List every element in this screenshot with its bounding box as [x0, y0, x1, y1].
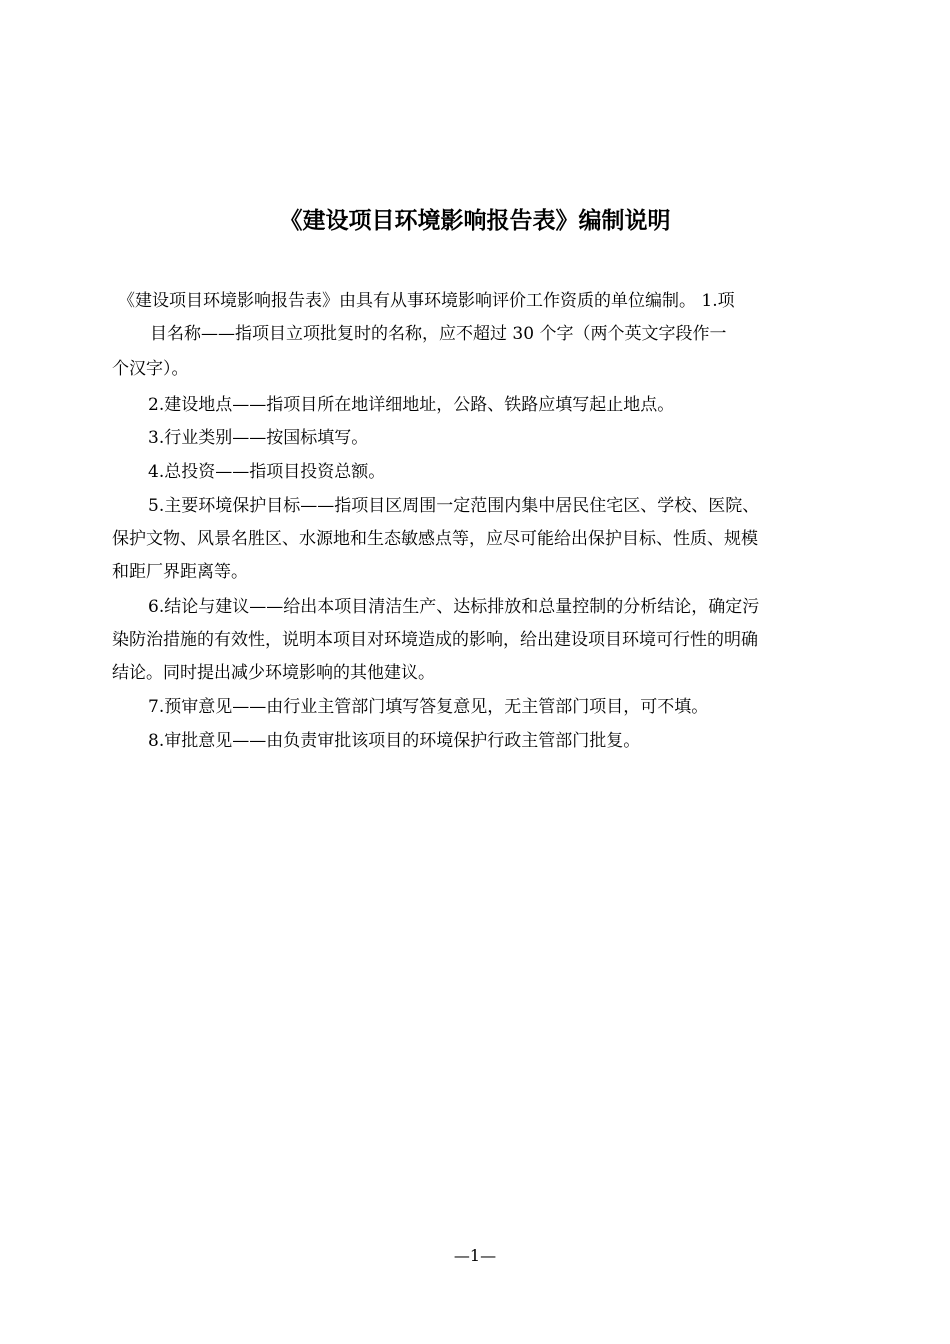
document-title: 《建设项目环境影响报告表》编制说明 — [279, 208, 671, 234]
paragraph-line: 目名称——指项目立项批复时的名称，应不超过 30 个字（两个英文字段作一 — [150, 324, 727, 344]
paragraph-line: 和距厂界距离等。 — [112, 562, 248, 582]
paragraph-line: 《建设项目环境影响报告表》由具有从事环境影响评价工作资质的单位编制。 1.项 — [118, 291, 735, 311]
paragraph-line: 结论。同时提出减少环境影响的其他建议。 — [112, 663, 435, 683]
paragraph-line: 染防治措施的有效性，说明本项目对环境造成的影响，给出建设项目环境可行性的明确 — [112, 630, 758, 650]
paragraph-line: 个汉字）。 — [112, 359, 189, 379]
paragraph-line: 3.行业类别——按国标填写。 — [148, 428, 369, 448]
paragraph-line: 4.总投资——指项目投资总额。 — [148, 462, 386, 482]
paragraph-line: 7.预审意见——由行业主管部门填写答复意见，无主管部门项目，可不填。 — [148, 697, 709, 717]
paragraph-line: 8.审批意见——由负责审批该项目的环境保护行政主管部门批复。 — [148, 731, 641, 751]
paragraph-line: 6.结论与建议——给出本项目清洁生产、达标排放和总量控制的分析结论，确定污 — [148, 597, 760, 617]
paragraph-line: 5.主要环境保护目标——指项目区周围一定范围内集中居民住宅区、学校、医院、 — [148, 496, 760, 516]
page-number: —1— — [453, 1246, 497, 1265]
paragraph-line: 保护文物、风景名胜区、水源地和生态敏感点等，应尽可能给出保护目标、性质、规模 — [112, 529, 758, 549]
paragraph-line: 2.建设地点——指项目所在地详细地址，公路、铁路应填写起止地点。 — [148, 395, 675, 415]
